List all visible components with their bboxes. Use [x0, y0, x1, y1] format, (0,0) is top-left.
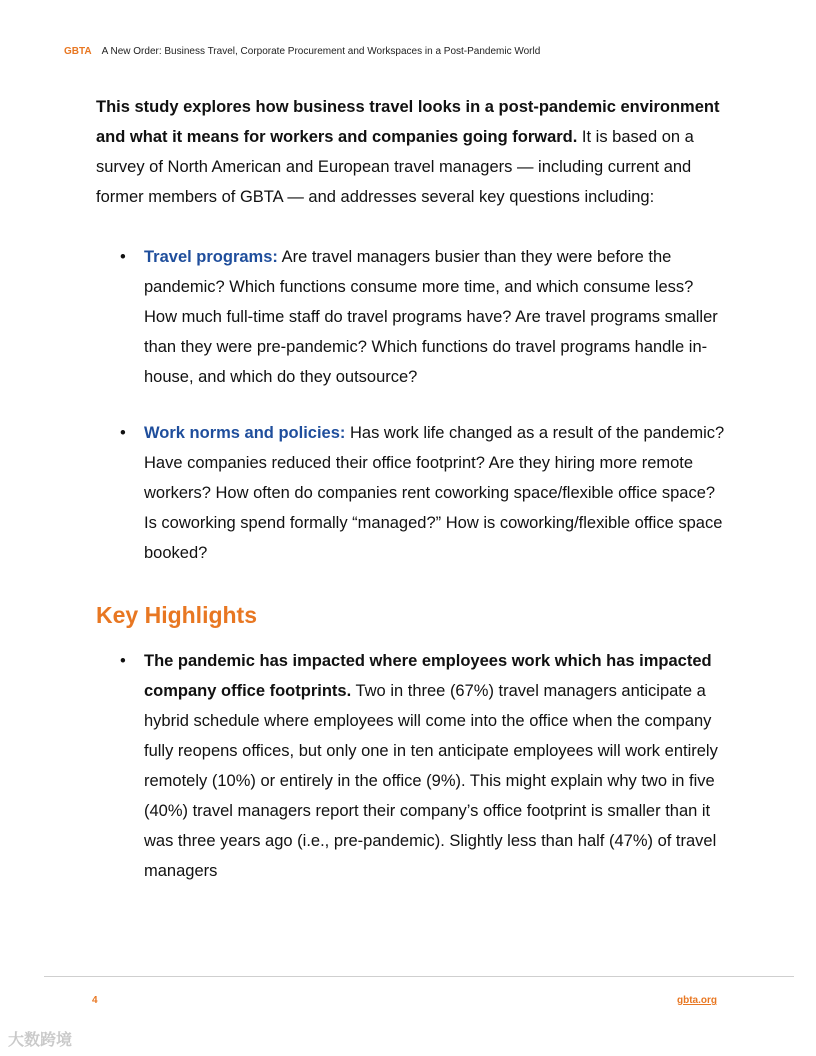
- intro-bold-lead: This study explores how business travel looks in a post-pandemic environment and what it means for workers and companies going forward.: [96, 98, 720, 146]
- header-title: A New Order: Business Travel, Corporate Procurement and Workspaces in a Post-Pandemic World: [101, 46, 541, 57]
- header-brand: GBTA: [64, 46, 92, 57]
- question-lead-work-norms: Work norms and policies:: [144, 424, 346, 442]
- section-heading-key-highlights: Key Highlights: [96, 602, 258, 628]
- page-number: 4: [92, 995, 98, 1006]
- watermark: 大数跨境: [8, 1032, 73, 1049]
- question-list: [96, 242, 726, 568]
- intro-text: It is based on a survey of North American and European travel managers — including current and former members of GBTA — and addresses several key questions including:: [96, 128, 694, 206]
- question-text: Has work life changed as a result of the pandemic? Have companies reduced their office footprint? Are they hiring more remote workers? How often do companies rent coworking space/flexible office space? Is coworking spend formally “managed?” How is coworking/flexible office space booked?: [144, 424, 725, 562]
- question-lead-travel-programs: Travel programs:: [144, 248, 278, 266]
- bullet-icon: •: [120, 652, 126, 670]
- bullet-icon: •: [120, 248, 126, 266]
- highlight-lead: The pandemic has impacted where employees work which has impacted company office footprints.: [144, 652, 712, 700]
- footer-site-link[interactable]: gbta.org: [677, 995, 717, 1006]
- highlight-text: Two in three (67%) travel managers anticipate a hybrid schedule where employees will come into the office when the company fully reopens offices, but only one in ten anticipate employees will work entirely remotely (10%) or entirely in the office (9%). This might explain why two in five (40%) travel managers report their company’s office footprint is smaller than it was three years ago (i.e., pre-pandemic). Slightly less than half (47%) of travel managers: [144, 682, 718, 880]
- footer-divider: [44, 976, 794, 977]
- intro-paragraph: [96, 92, 726, 212]
- bullet-icon: •: [120, 424, 126, 442]
- list-item: [96, 646, 726, 886]
- running-header: [64, 46, 540, 57]
- highlights-list: [96, 646, 726, 886]
- list-item: [96, 418, 726, 568]
- question-text: Are travel managers busier than they were before the pandemic? Which functions consume more time, and which consume less? How much full-time staff do travel programs have? Are travel programs smaller than they were pre-pandemic? Which functions do travel programs handle in-house, and which do they outsource?: [144, 248, 718, 386]
- list-item: [96, 242, 726, 392]
- document-body: [96, 92, 726, 886]
